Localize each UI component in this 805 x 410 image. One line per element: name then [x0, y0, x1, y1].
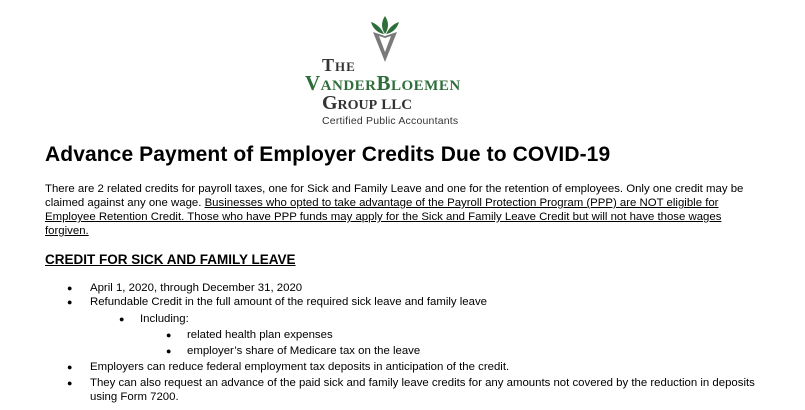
list-item-text: Refundable Credit in the full amount of the required sick leave and family leave — [90, 296, 487, 308]
bullet-icon: ● — [67, 297, 73, 307]
list-item-text: April 1, 2020, through December 31, 2020 — [90, 282, 303, 294]
bullet-icon: ● — [166, 330, 172, 340]
intro-underlined-text: Businesses who opted to take advantage of the Payroll Protection Program (PPP) are NOT eligible for Employee Retention Credit. Those who have PPP funds may apply for the Sick and Family Leave Credit but will not have those wages forgiven. — [45, 197, 722, 237]
bullet-icon: ● — [119, 314, 125, 324]
list-item-text: employer’s share of Medicare tax on the leave — [187, 345, 421, 357]
firm-logo — [300, 12, 500, 127]
list-item — [67, 281, 770, 295]
list-item-text: related health plan expenses — [187, 329, 333, 341]
bullet-icon: ● — [166, 346, 172, 356]
bullet-icon: ● — [67, 283, 73, 293]
logo-group-text: Group — [322, 92, 378, 114]
logo-llc: LLC — [381, 97, 413, 113]
list-item-text: Including: — [140, 313, 189, 325]
bullet-icon: ● — [67, 378, 73, 388]
logo-tagline: Certified Public Accountants — [322, 115, 459, 127]
intro-text: There are 2 related credits for payroll taxes, one for Sick and Family Leave and one for the retention of employees. Only one credit may be claimed against any one wage. — [45, 183, 744, 209]
list-item — [67, 376, 760, 404]
logo-group — [322, 92, 522, 115]
list-item-text: Employers can reduce federal employment tax deposits in anticipation of the credit. — [90, 361, 510, 373]
section-heading: CREDIT FOR SICK AND FAMILY LEAVE — [45, 252, 296, 267]
intro-paragraph — [45, 182, 760, 238]
logo-firm-name: VanderBloemen — [305, 71, 461, 95]
list-item — [67, 295, 770, 309]
page-title: Advance Payment of Employer Credits Due to COVID-19 — [45, 143, 611, 166]
bullet-icon: ● — [67, 362, 73, 372]
list-item — [119, 312, 740, 326]
list-item — [166, 328, 737, 342]
list-item-text: They can also request an advance of the paid sick and family leave credits for any amounts not covered by the reduction in deposits using Form 7200. — [90, 377, 755, 403]
logo-the: The — [322, 55, 356, 75]
list-item — [166, 344, 737, 358]
list-item — [67, 360, 770, 374]
